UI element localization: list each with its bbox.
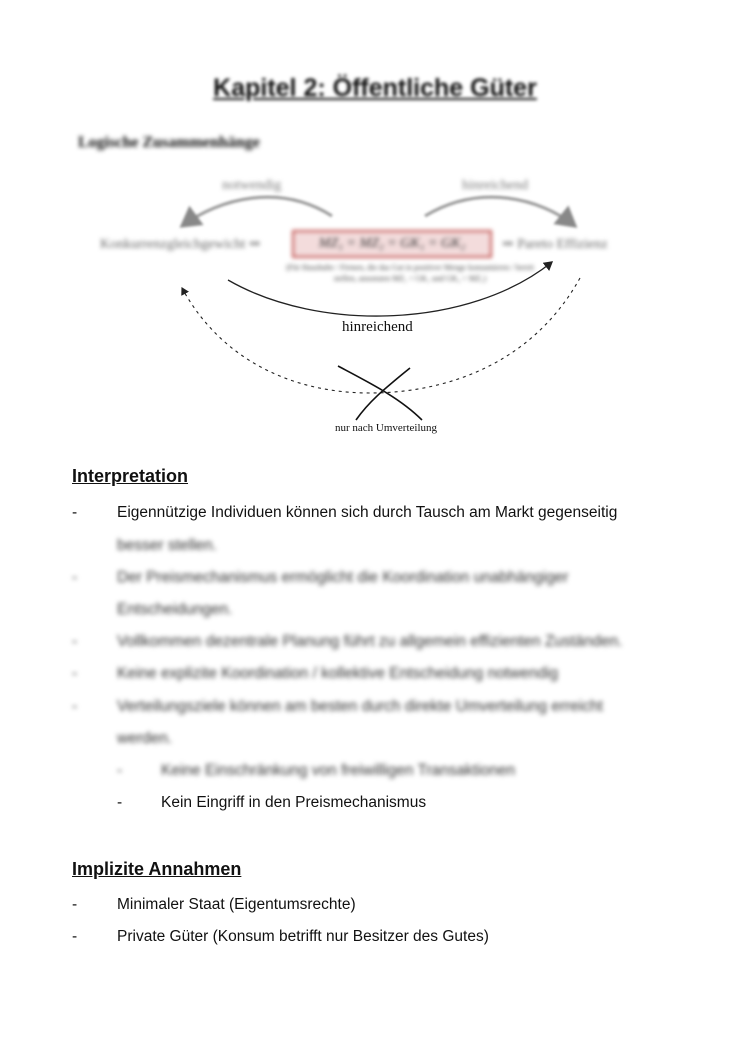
node-pareto-effizienz: ⇒ Pareto Effizienz: [502, 237, 608, 252]
hinreichend-top-arrow: [425, 197, 575, 226]
notwendig-arrow: [182, 197, 332, 226]
logic-diagram: [70, 128, 690, 448]
cross-line-b: [356, 368, 410, 420]
label-umverteilung: nur nach Umverteilung: [335, 422, 438, 434]
label-hinreichend: hinreichend: [342, 319, 413, 335]
interpretation-heading: Interpretation: [72, 466, 189, 486]
diagram-heading: Logische Zusammenhänge: [78, 134, 260, 151]
label-hinreichend-top: hinreichend: [462, 178, 529, 193]
diagram-arrows: [70, 128, 690, 448]
label-notwendig: notwendig: [222, 178, 282, 193]
formula-box: MZ₁ = MZ₂ = GK₁ = GK₂: [292, 230, 492, 258]
diagram-note: (Für Haushalte / Firmen, die das Gut in positiver Menge konsumieren / bereit stellen, ansonsten MZ₁ < GK₁ und GK₂ > MZ₁): [286, 263, 534, 283]
node-konkurrenzgleichgewicht: Konkurrenzgleichgewicht ⇒: [100, 237, 261, 252]
annahmen-heading: Implizite Annahmen: [72, 859, 242, 879]
page-title: Kapitel 2: Öffentliche Güter: [213, 74, 537, 102]
